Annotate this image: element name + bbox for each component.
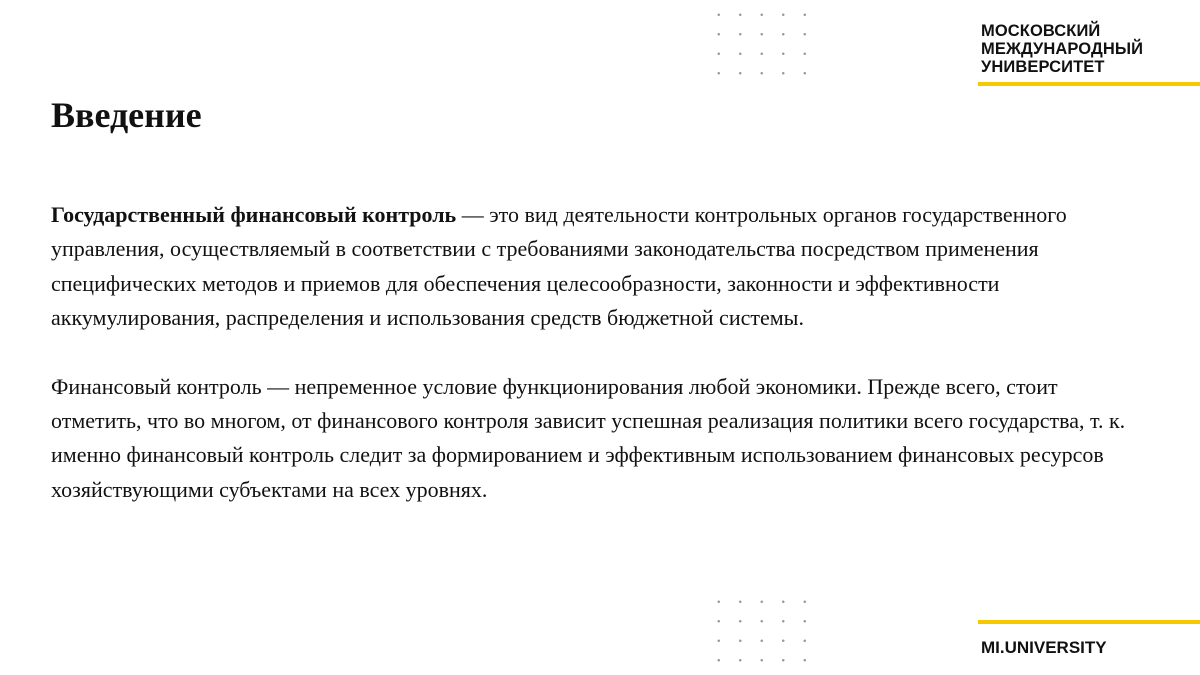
footer-brand: MI.UNIVERSITY [981,638,1107,657]
dot-grid-top-icon [708,5,808,75]
dot-grid-bottom-icon [708,592,808,662]
logo-accent-line [978,82,1200,86]
paragraph-importance: Финансовый контроль — непременное условие функционирования любой экономики. Прежде всего, стоит отметить, что во многом, от финансового контроля зависит успешная реализация политики всего государства, т. к. именно финансовый контроль следит за формированием и эффективным использованием финансовых ресурсов хозяйствующими субъектами на всех уровнях. [51,373,1126,502]
footer-accent-line [978,620,1200,624]
slide-title: Введение [51,95,202,135]
logo-line-1: МОСКОВСКИЙ [981,22,1101,40]
university-logo [981,22,1143,76]
paragraph-definition [51,198,1141,336]
logo-line-3: УНИВЕРСИТЕТ [981,58,1105,76]
slide-body [51,198,1141,507]
logo-line-2: МЕЖДУНАРОДНЫЙ [981,40,1144,58]
definition-text: — это вид деятельности контрольных органов государственного управления, осуществляемый в соответствии с требованиями законодательства посредством применения специфических методов и приемов для обеспечения целесообразности, законности и эффективности аккумулирования, распределения и использования средств бюджетной системы. [51,202,1067,331]
defined-term: Государственный финансовый контроль [51,202,457,227]
